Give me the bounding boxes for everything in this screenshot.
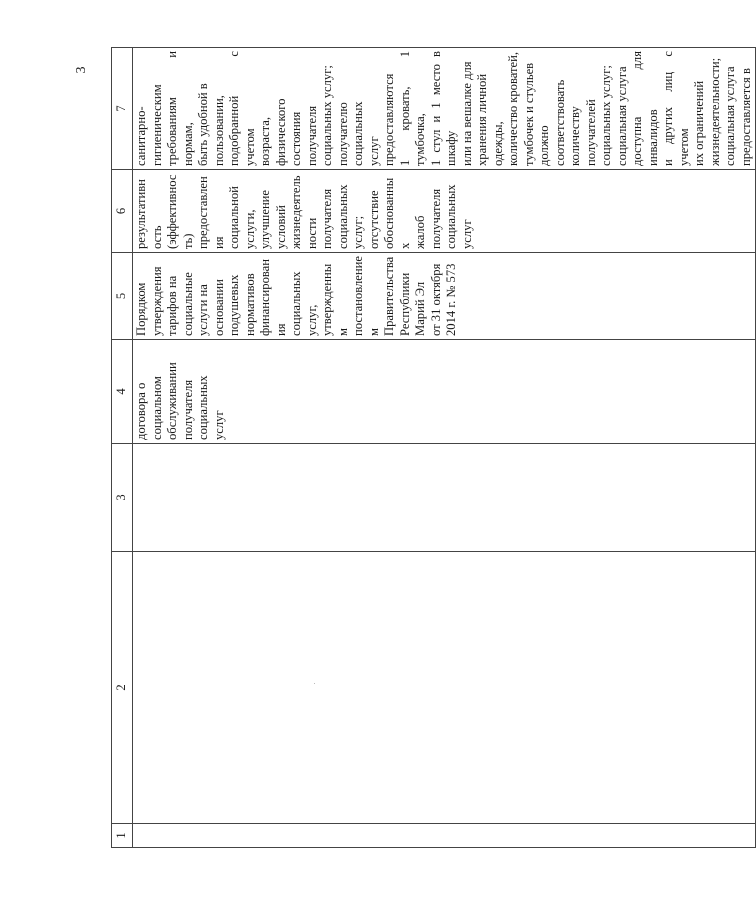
cell-col-2: [133, 552, 756, 824]
cell-col-6: [133, 170, 756, 253]
header-col-1: 1: [112, 824, 133, 848]
header-col-7: 7: [112, 48, 133, 170]
rotated-table: [111, 48, 753, 848]
header-col-3: 3: [112, 444, 133, 552]
cell-col-4-text: договора о социальном обслуживании получателя социальных услуг: [134, 362, 226, 440]
cell-col-3: [133, 444, 756, 552]
cell-col-5: [133, 253, 756, 340]
services-table: [111, 47, 756, 848]
header-row: [112, 48, 133, 848]
cell-col-7-text: санитарно- гигиеническим требованиям и нормам, быть удобной в пользовании, подобранной с учетом возраста, физического состояния получателя социальных услуг; получателю социальных услуг предоставляются 1 кровать, 1 тумбочка, 1 стул и 1 место в шкафу или на вешалке для хранения личной одежды, количество кроватей, тумбочек и стульев должно соответствовать количеству получателей социальных услуг; социальная услуга доступна для инвалидов и других лиц с учетом их ограничений жизнедеятельности; социальная услуга предоставляется в: [134, 51, 753, 166]
scan-speck: [314, 683, 315, 684]
header-col-6: 6: [112, 170, 133, 253]
cell-col-7: [133, 48, 756, 170]
cell-col-6-text: результативность (эффективность) предоставления социальной услуги, улучшение условий жизнедеятельности получателя социальных услуг; отсутствие обоснованных жалоб получателя социальных услуг: [134, 174, 474, 249]
table-row: [133, 48, 756, 848]
page-number: 3: [74, 66, 89, 74]
cell-col-5-text: Порядком утверждения тарифов на социальные услуги на основании подушевых нормативов финансирования социальных услуг, утвержденным постановлением Правительства Республики Марий Эл от 31 октября 2014 г. № 573: [134, 256, 458, 336]
cell-col-1: [133, 824, 756, 848]
header-col-4: 4: [112, 340, 133, 444]
cell-col-4: [133, 340, 756, 444]
header-col-2: 2: [112, 552, 133, 824]
header-col-5: 5: [112, 253, 133, 340]
